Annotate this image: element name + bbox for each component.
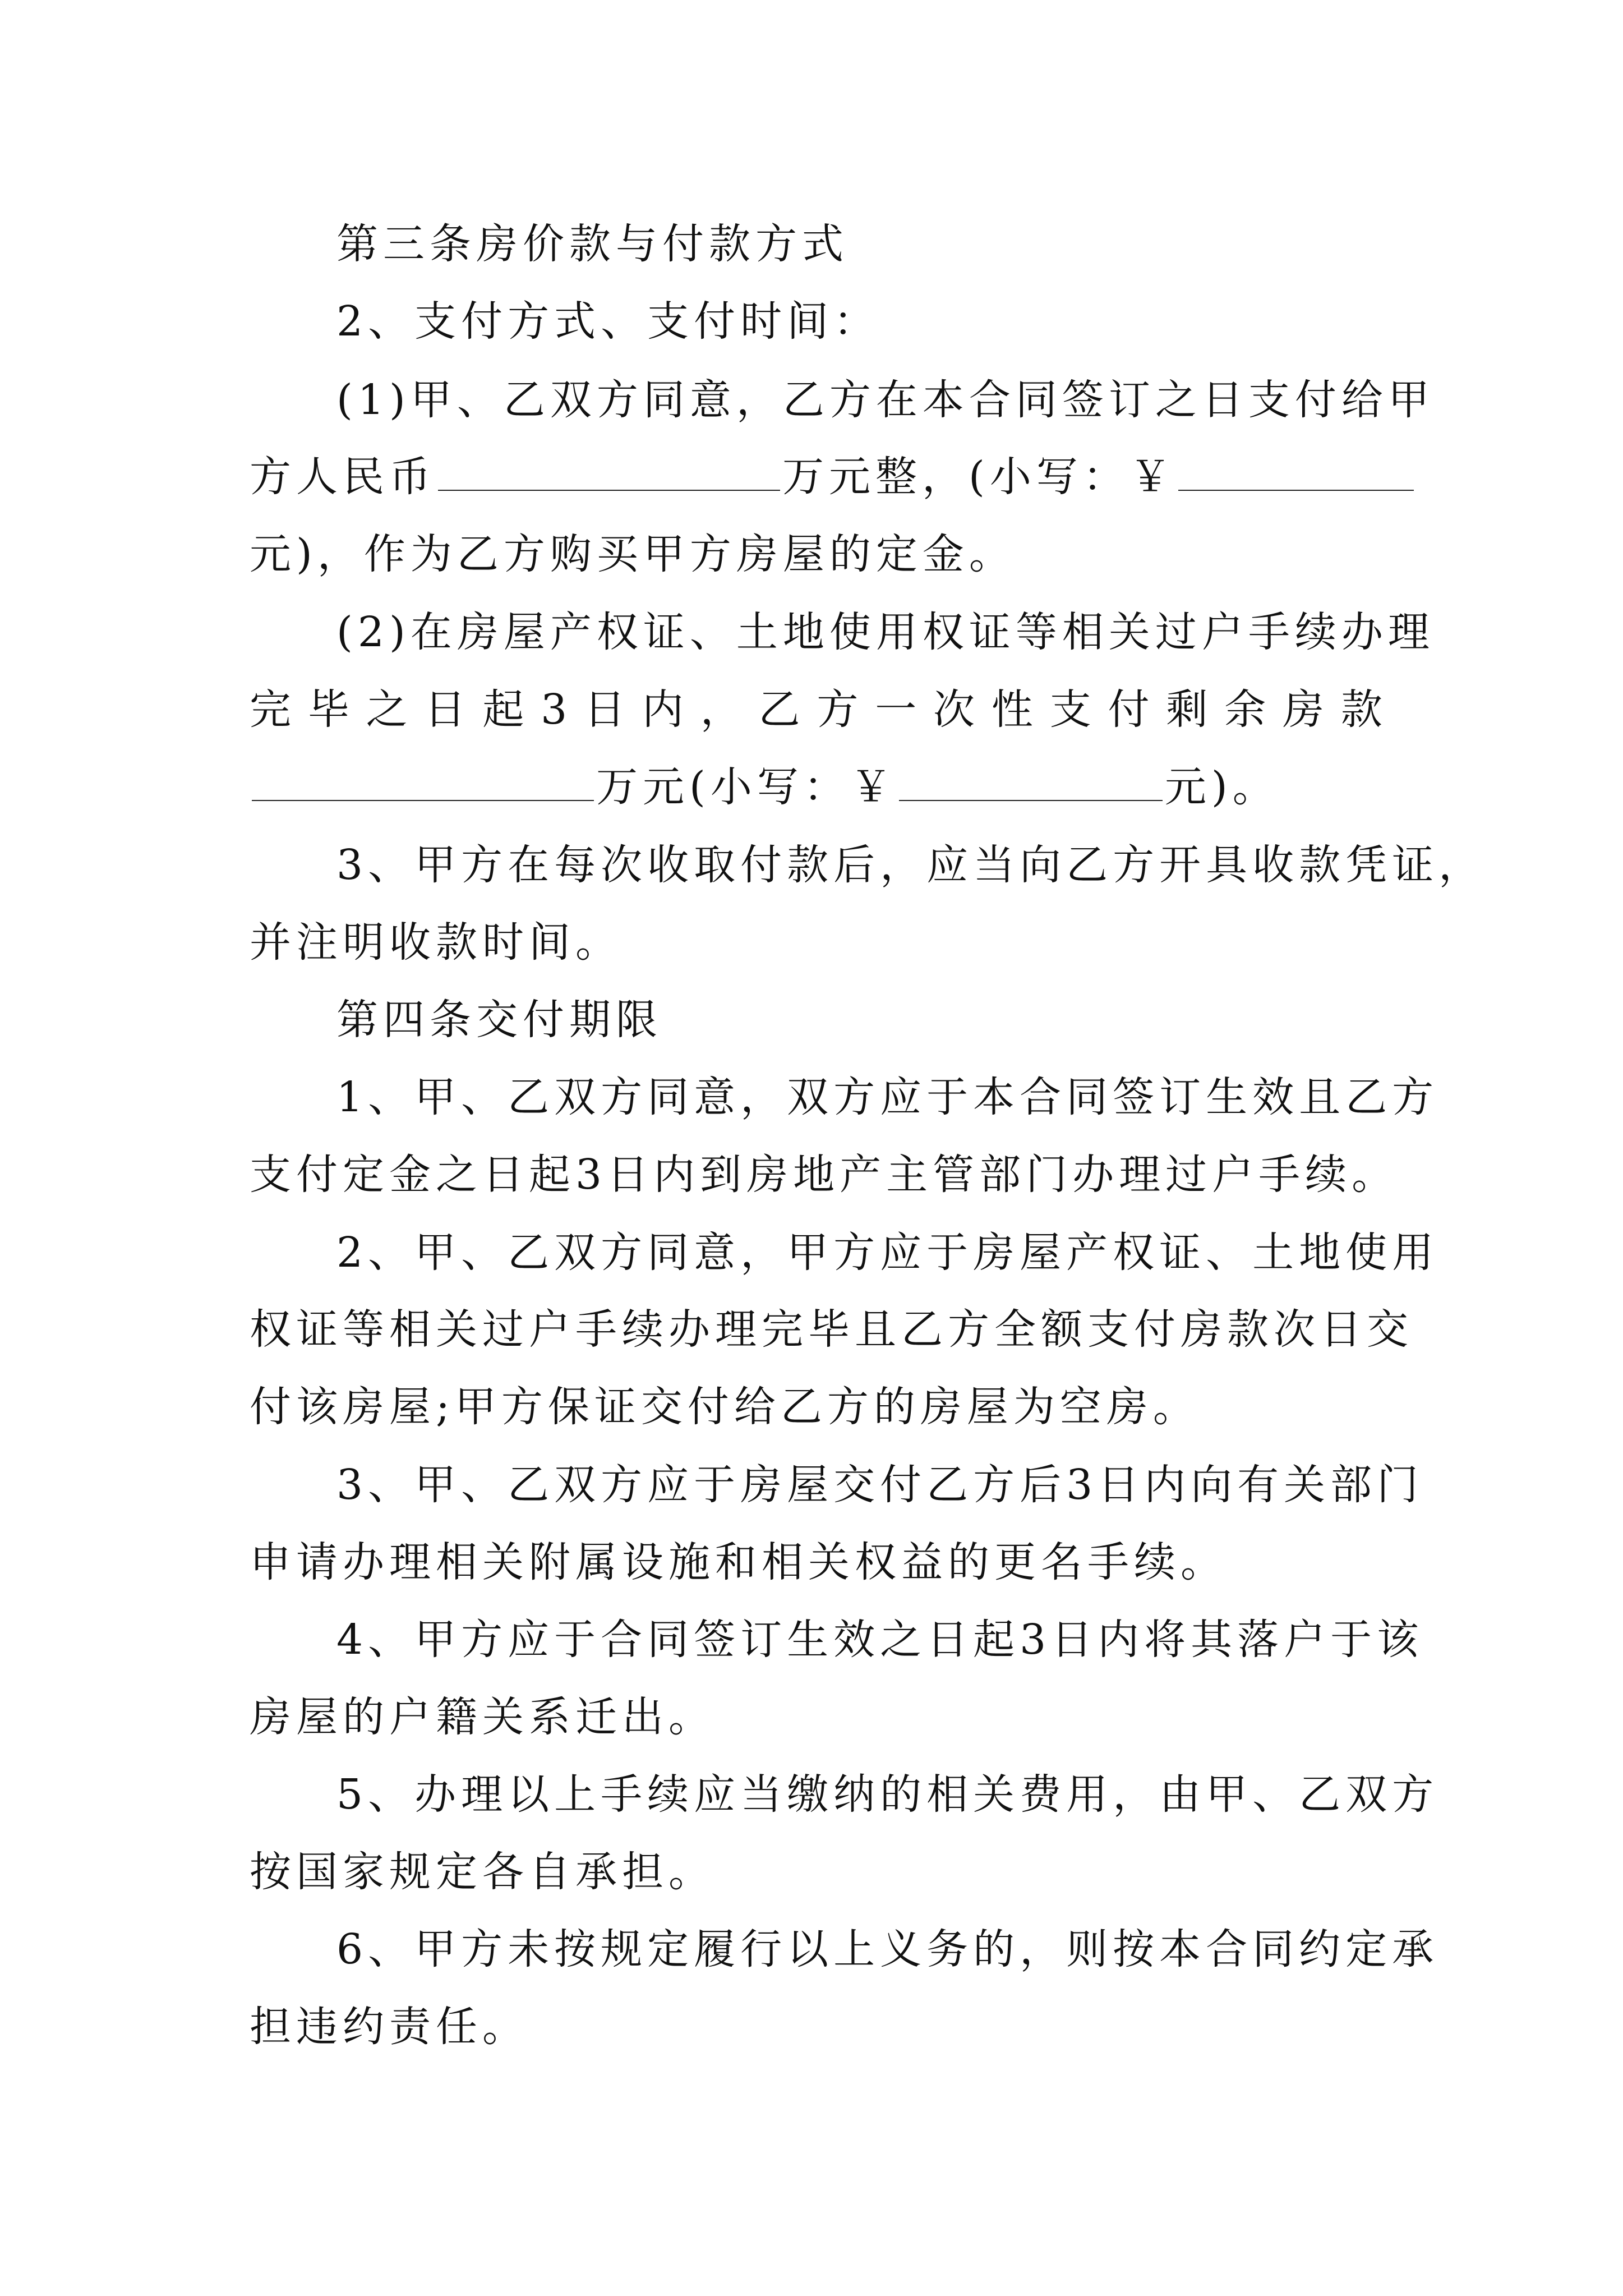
char: 毕	[307, 685, 349, 734]
a4-clause-1-line-2: 支付定金之日起3日内到房地产主管部门办理过户手续。	[250, 1151, 1399, 1199]
char: 完	[250, 685, 291, 734]
a4-clause-2-line-2: 权证等相关过户手续办理完毕且乙方全额支付房款次日交	[250, 1305, 1413, 1354]
char: 余	[1224, 685, 1266, 734]
clause-2-line-1: (2)在房屋产权证、土地使用权证等相关过户手续办理	[336, 608, 1435, 656]
a4-clause-5-line-2: 按国家规定各自承担。	[250, 1848, 715, 1896]
a4-clause-2-line-3: 付该房屋;甲方保证交付给乙方的房屋为空房。	[250, 1383, 1200, 1431]
clause-2-line-3	[250, 759, 1279, 815]
char: 一	[875, 685, 917, 734]
char: 次	[933, 685, 975, 734]
char: 款	[1340, 685, 1382, 734]
a4-clause-5-line-1: 5、办理以上手续应当缴纳的相关费用，由甲、乙双方	[336, 1770, 1439, 1819]
char: 方	[817, 685, 859, 734]
a4-clause-4-line-2: 房屋的户籍关系迁出。	[250, 1693, 715, 1741]
char: 支	[1049, 685, 1091, 734]
text-yuan-end: 元)。	[1164, 763, 1279, 811]
char: 日	[584, 685, 626, 734]
clause-3-line-1: 3、甲方在每次收取付款后，应当向乙方开具收款凭证，	[336, 841, 1486, 889]
a4-clause-2-line-1: 2、甲、乙双方同意，甲方应于房屋产权证、土地使用	[336, 1228, 1439, 1277]
clause-1-line-2	[250, 449, 1416, 505]
amount-blank-2	[1178, 450, 1414, 491]
char: 乙	[758, 685, 800, 734]
char: 付	[1108, 685, 1150, 734]
article-4-heading: 第四条交付期限	[336, 996, 662, 1044]
char: 房	[1283, 685, 1324, 734]
a4-clause-1-line-1: 1、甲、乙双方同意，双方应于本合同签订生效且乙方	[336, 1073, 1439, 1121]
a4-clause-6-line-2: 担违约责任。	[250, 2003, 529, 2051]
clause-3-line-2: 并注明收款时间。	[250, 918, 622, 967]
text-wan-yuan: 万元整，(小写：￥	[782, 453, 1176, 501]
a4-clause-3-line-2: 申请办理相关附属设施和相关权益的更名手续。	[250, 1538, 1227, 1586]
clause-1-line-3: 元)，作为乙方购买甲方房屋的定金。	[250, 530, 1016, 578]
char: 内	[642, 685, 684, 734]
clause-2-heading: 2、支付方式、支付时间：	[336, 297, 880, 346]
char: 3	[541, 685, 568, 734]
amount-blank-1	[438, 450, 780, 491]
a4-clause-3-line-1: 3、甲、乙双方应于房屋交付乙方后3日内向有关部门	[336, 1461, 1424, 1509]
amount-blank-3	[252, 761, 594, 801]
amount-blank-4	[899, 761, 1163, 801]
text-wan-yuan-2: 万元(小写：￥	[596, 763, 897, 811]
clause-1-line-1: (1)甲、乙双方同意，乙方在本合同签订之日支付给甲	[336, 376, 1435, 424]
a4-clause-6-line-1: 6、甲方未按规定履行以上义务的，则按本合同约定承	[336, 1925, 1439, 1973]
char: 之	[366, 685, 408, 734]
a4-clause-4-line-1: 4、甲方应于合同签订生效之日起3日内将其落户于该	[336, 1616, 1424, 1664]
char: 剩	[1166, 685, 1208, 734]
char: 起	[482, 685, 524, 734]
char: ，	[700, 685, 742, 734]
clause-2-line-2	[250, 682, 1382, 738]
char: 性	[991, 685, 1033, 734]
text-rmb: 方人民币	[250, 453, 436, 501]
char: 日	[424, 685, 466, 734]
article-3-heading: 第三条房价款与付款方式	[336, 220, 849, 268]
